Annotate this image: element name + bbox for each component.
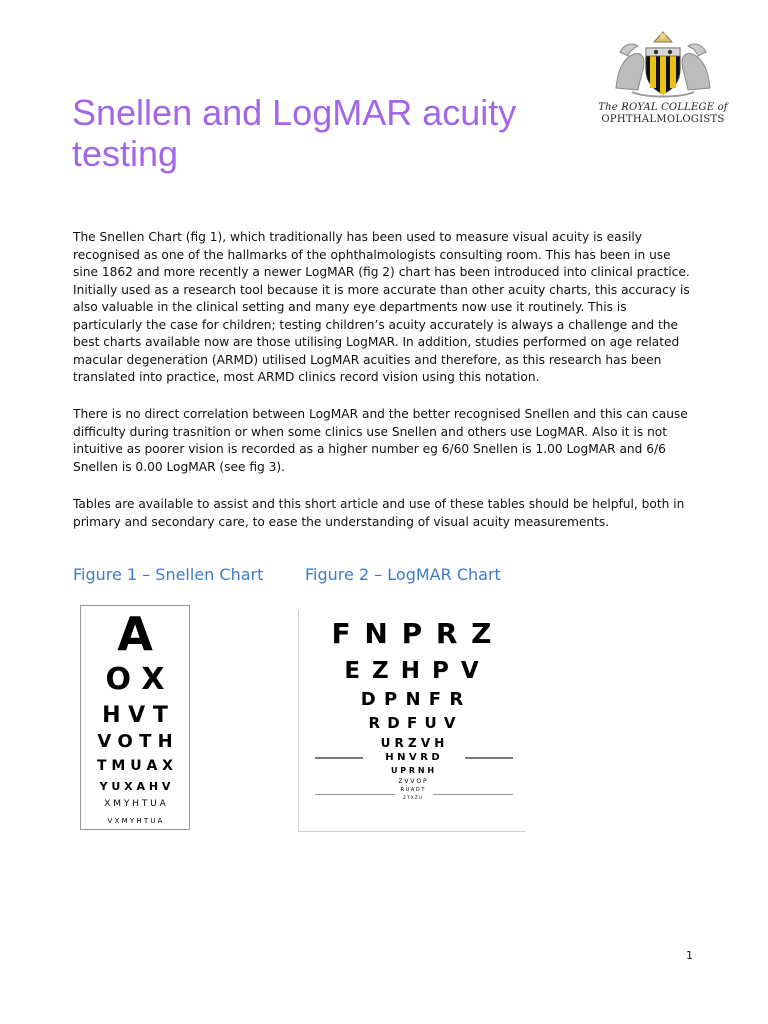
figure-2-caption: Figure 2 – LogMAR Chart: [305, 565, 501, 584]
logmar-row: H N V R D: [385, 752, 440, 763]
snellen-chart-image: [80, 605, 190, 830]
logmar-row: R D F U V: [368, 714, 457, 732]
logmar-row: D P N F R: [360, 689, 465, 710]
snellen-row: A: [117, 607, 153, 661]
logmar-row: Z T X Z U: [403, 795, 422, 800]
college-logo: [598, 28, 728, 128]
paragraph-tables: Tables are available to assist and this short article and use of these tables should be helpful, both in primary and secondary care, to ease the understanding of visual acuity measurements.: [73, 497, 685, 529]
page-title: Snellen and LogMAR acuity testing: [72, 92, 517, 174]
logmar-row: U P R N H: [390, 766, 435, 775]
logmar-row: U R Z V H: [380, 736, 445, 750]
logo-text-line2: OPHTHALMOLOGISTS: [601, 114, 725, 125]
snellen-row: V X M Y H T U A: [107, 817, 163, 825]
page-number: 1: [686, 949, 693, 962]
logmar-divider: [433, 794, 513, 795]
snellen-row: Y U X A H V: [99, 780, 171, 793]
logmar-row: R U A D T: [400, 787, 425, 793]
paragraph-correlation: There is no direct correlation between LogMAR and the better recognised Snellen and this can cause difficulty during trasnition or when some clinics use Snellen and others use LogMAR. Also it is not intuitive as poorer vision is recorded as a higher number eg 6/60 Snellen is 1.00 LogMAR and 6/6 Snellen is 0.00 LogMAR (see fig 3).: [73, 407, 688, 474]
paragraph-intro: The Snellen Chart (fig 1), which traditionally has been used to measure visual acuity is easily recognised as one of the hallmarks of the ophthalmologists consulting room. This has been in use sine 1862 and more recently a newer LogMAR (fig 2) chart has been introduced into clinical practice. Initially used as a research tool because it is more accurate than other acuity charts, this accuracy is also valuable in the clinical setting and many eye departments now use it routinely. This is particularly the case for children; testing children’s acuity accurately is always a challenge and the best charts available now are those utilising LogMAR. In addition, studies performed on age related macular degeneration (ARMD) utilised LogMAR acuities and therefore, as this research has been translated into practice, most ARMD clinics record vision using this notation.: [73, 230, 690, 384]
logmar-chart-image: [298, 610, 526, 832]
snellen-row: H V T: [102, 703, 168, 728]
logmar-row: F N P R Z: [331, 617, 494, 650]
logmar-row: E Z H P V: [344, 658, 481, 684]
snellen-row: O X: [105, 662, 165, 697]
snellen-row: X M Y H T U A: [104, 799, 166, 809]
logo-text-line1: The ROYAL COLLEGE of: [598, 102, 728, 113]
figure-1-caption: Figure 1 – Snellen Chart: [73, 565, 264, 584]
snellen-row: T M U A X: [97, 758, 173, 774]
logmar-row: Z V V O P: [398, 778, 427, 785]
logmar-divider: [315, 794, 395, 795]
snellen-row: V O T H: [97, 731, 173, 752]
coat-of-arms-icon: [610, 28, 716, 100]
